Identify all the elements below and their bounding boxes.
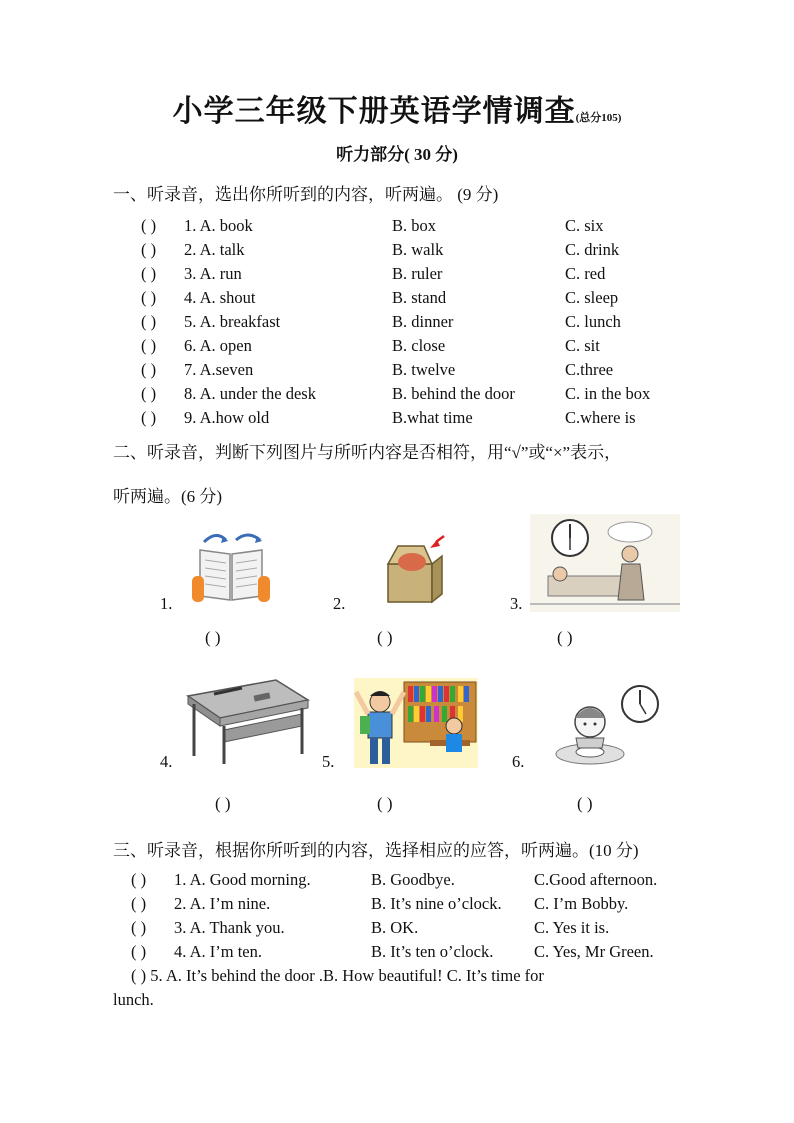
boy-lunch-clock-icon	[552, 682, 672, 772]
bedtime-clock-icon	[530, 514, 680, 612]
option-c: C. drink	[565, 240, 620, 259]
option-b: B. OK.	[371, 918, 419, 937]
answer-blank[interactable]: ( )	[141, 408, 157, 427]
answer-blank[interactable]: ( )	[141, 384, 157, 403]
option-c: C. Yes it is.	[534, 918, 610, 937]
picture-3-number: 3.	[510, 594, 523, 613]
title-text: 小学三年级下册英语学情调查	[172, 95, 576, 128]
picture-6-number: 6.	[512, 752, 525, 771]
answer-blank[interactable]: ( )	[141, 240, 157, 259]
option-a: 6. A. open	[184, 336, 252, 355]
option-a: 9. A.how old	[184, 408, 270, 427]
option-c: C.where is	[565, 408, 636, 427]
option-c: C. sleep	[565, 288, 619, 307]
picture-4-number: 4.	[160, 752, 173, 771]
option-a: 7. A.seven	[184, 360, 254, 379]
box-icon	[384, 538, 450, 604]
option-a: 3. A. Thank you.	[174, 918, 285, 937]
picture-5-number: 5.	[322, 752, 335, 771]
option-b: B. twelve	[392, 360, 456, 379]
title-score-note: (总分105)	[575, 112, 622, 124]
option-c: C.three	[565, 360, 614, 379]
option-b: B. close	[392, 336, 446, 355]
part2-heading-line2: 听两遍。(6 分)	[113, 487, 223, 506]
picture-5-answer[interactable]: ( )	[377, 794, 393, 813]
answer-blank[interactable]: ( )	[141, 312, 157, 331]
answer-blank[interactable]: ( )	[131, 894, 147, 913]
answer-blank[interactable]: ( )	[141, 360, 157, 379]
option-b: B. Goodbye.	[371, 870, 455, 889]
option-b: B. It’s nine o’clock.	[371, 894, 502, 913]
answer-blank[interactable]: ( )	[131, 918, 147, 937]
option-b: B. stand	[392, 288, 447, 307]
option-b: B. box	[392, 216, 437, 235]
part1-heading: 一、听录音，选出你所听到的内容，听两遍。 (9 分)	[113, 185, 499, 204]
option-b: B.what time	[392, 408, 473, 427]
part3-item-5-line2: lunch.	[113, 990, 154, 1009]
desk-icon	[184, 674, 312, 766]
option-a: 4. A. I’m ten.	[174, 942, 262, 961]
part3-heading: 三、听录音，根据你所听到的内容，选择相应的应答，听两遍。(10 分)	[113, 841, 639, 860]
picture-3-answer[interactable]: ( )	[557, 628, 573, 647]
open-book-icon	[186, 528, 276, 606]
part2-heading-line1: 二、听录音，判断下列图片与所听内容是否相符，用“√”或“×”表示，	[113, 443, 622, 462]
answer-blank[interactable]: ( )	[141, 336, 157, 355]
picture-4-answer[interactable]: ( )	[215, 794, 231, 813]
option-c: C. Yes, Mr Green.	[534, 942, 654, 961]
option-a: 2. A. talk	[184, 240, 245, 259]
option-a: 5. A. breakfast	[184, 312, 281, 331]
library-kids-icon	[354, 678, 478, 768]
picture-6-answer[interactable]: ( )	[577, 794, 593, 813]
option-b: B. It’s ten o’clock.	[371, 942, 494, 961]
picture-2-answer[interactable]: ( )	[377, 628, 393, 647]
option-c: C.Good afternoon.	[534, 870, 658, 889]
part3-item-5-line1: ( ) 5. A. It’s behind the door .B. How beautiful! C. It’s time for	[131, 966, 544, 985]
option-a: 8. A. under the desk	[184, 384, 316, 403]
answer-blank[interactable]: ( )	[141, 216, 157, 235]
answer-blank[interactable]: ( )	[141, 264, 157, 283]
option-c: C. lunch	[565, 312, 621, 331]
picture-2-number: 2.	[333, 594, 346, 613]
option-b: B. dinner	[392, 312, 454, 331]
answer-blank[interactable]: ( )	[131, 870, 147, 889]
option-b: B. ruler	[392, 264, 443, 283]
option-a: 1. A. book	[184, 216, 253, 235]
answer-blank[interactable]: ( )	[131, 942, 147, 961]
option-a: 2. A. I’m nine.	[174, 894, 271, 913]
option-a: 3. A. run	[184, 264, 242, 283]
option-c: C. in the box	[565, 384, 651, 403]
answer-blank[interactable]: ( )	[141, 288, 157, 307]
option-c: C. red	[565, 264, 606, 283]
option-c: C. six	[565, 216, 604, 235]
option-b: B. behind the door	[392, 384, 515, 403]
option-b: B. walk	[392, 240, 444, 259]
option-a: 4. A. shout	[184, 288, 256, 307]
option-c: C. I’m Bobby.	[534, 894, 629, 913]
picture-1-answer[interactable]: ( )	[205, 628, 221, 647]
listening-section-title: 听力部分( 30 分)	[336, 145, 458, 164]
picture-1-number: 1.	[160, 594, 173, 613]
option-a: 1. A. Good morning.	[174, 870, 311, 889]
page-title	[0, 86, 794, 130]
option-c: C. sit	[565, 336, 600, 355]
